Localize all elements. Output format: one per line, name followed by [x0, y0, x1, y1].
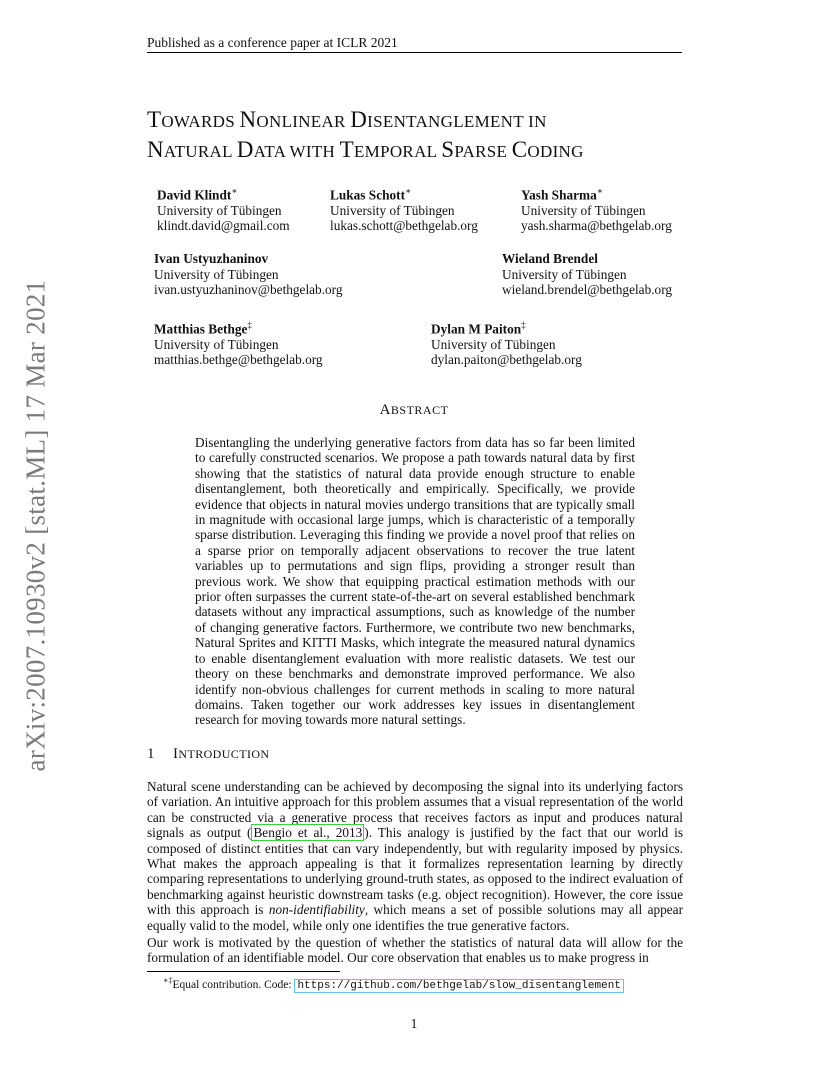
author-affiliation: University of Tübingen [521, 202, 646, 218]
author-affiliation: University of Tübingen [154, 336, 279, 352]
author-name: Yash Sharma [521, 187, 597, 203]
author-block: Dylan M Paiton‡ University of Tübingen dylan.paiton@bethgelab.org [431, 320, 582, 368]
author-email: lukas.schott@bethgelab.org [330, 218, 478, 234]
author-email: matthias.bethge@bethgelab.org [154, 352, 323, 368]
code-url-link[interactable]: https://github.com/bethgelab/slow_disentanglement [294, 979, 623, 993]
author-name: Matthias Bethge [154, 321, 248, 337]
author-block [502, 251, 672, 298]
author-email: wieland.brendel@bethgelab.org [502, 282, 673, 297]
author-block [154, 251, 343, 298]
author-affiliation: University of Tübingen [431, 336, 556, 352]
abstract-text: Disentangling the underlying generative factors from data has so far been limited to carefully constructed scenarios. We propose a path towards natural data by first showing that the statistics of natural data provide enough structure to enable disentanglement, both theoretically and empirically. Specifically, we provide evidence that objects in natural movies undergo transitions that are typically small in magnitude with occasional large jumps, which is characteristic of a temporally sparse distribution. Leveraging this finding we provide a novel proof that relies on a sparse prior on temporally adjacent observations to recover the true latent variables up to permutations and sign flips, providing a stronger result than previous work. We show that equipping practical estimation methods with our prior often surpasses the current state-of-the-art on several established benchmark datasets without any impractical assumptions, such as knowledge of the number of changing generative factors. Furthermore, we contribute two new benchmarks, Natural Sprites and KITTI Masks, which integrate the measured natural dynamics to enable disentanglement evaluation with more realistic datasets. We test our theory on these benchmarks and demonstrate improved performance. We also identify non-obvious challenges for current methods in scaling to more natural domains. Taken together our work addresses key issues in disentanglement research for moving towards more natural settings. [195, 435, 635, 728]
paper-title [147, 106, 707, 166]
author-block: Matthias Bethge‡ University of Tübingen matthias.bethge@bethgelab.org [154, 320, 323, 368]
author-affiliation: University of Tübingen [330, 202, 455, 218]
author-name: Wieland Brendel [502, 251, 598, 266]
section-number: 1 [147, 746, 155, 762]
author-name: Ivan Ustyuzhaninov [154, 251, 269, 266]
title-line-2: NATURAL DATA WITH TEMPORAL SPARSE CODING [147, 137, 584, 162]
arxiv-side-stamp [14, 278, 58, 773]
footnote: ∗‡Equal contribution. Code: https://github.com/bethgelab/slow_disentanglement [163, 976, 624, 992]
author-affiliation: University of Tübingen [502, 266, 627, 282]
author-name: Dylan M Paiton [431, 321, 522, 337]
author-email: dylan.paiton@bethgelab.org [431, 352, 582, 368]
author-block: Lukas Schott∗ University of Tübingen lukas.schott@bethgelab.org [330, 186, 478, 234]
author-email: ivan.ustyuzhaninov@bethgelab.org [154, 282, 343, 297]
header-rule [147, 52, 682, 53]
author-block: David Klindt∗ University of Tübingen klindt.david@gmail.com [157, 186, 290, 234]
section-heading: 1 INTRODUCTION [147, 746, 270, 762]
author-affiliation: University of Tübingen [157, 202, 282, 218]
author-block: Yash Sharma∗ University of Tübingen yash.sharma@bethgelab.org [521, 186, 672, 234]
author-name: Lukas Schott [330, 187, 406, 203]
author-affiliation: University of Tübingen [154, 266, 279, 282]
page-number: 1 [410, 1016, 418, 1031]
footnote-rule [147, 971, 340, 972]
intro-paragraph-2: Our work is motivated by the question of whether the statistics of natural data will allow for the formulation of an identifiable model. Our core observation that enables us to make progress in [147, 935, 683, 966]
author-email: klindt.david@gmail.com [157, 218, 290, 234]
author-name: David Klindt [157, 187, 232, 203]
abstract-heading: ABSTRACT [379, 402, 449, 418]
citation-link[interactable]: Bengio et al., 2013 [253, 825, 363, 841]
running-header: Published as a conference paper at ICLR 2021 [147, 35, 398, 50]
intro-paragraph-1: Natural scene understanding can be achieved by decomposing the signal into its underlying factors of variation. An intuitive approach for this problem assumes that a visual representation of the world can be constructed via a generative process that receives factors as input and produces natural signals as output ( Bengio et al., 2013 ). This analogy is justified by the fact that our world is composed of distinct entities that can vary independently, but with regularity imposed by physics. What makes the approach appealing is that it formalizes representation learning by directly comparing representations to underlying ground-truth states, as opposed to the indirect evaluation of benchmarking against heuristic downstream tasks (e.g. object recognition). However, the core issue with this approach is non-identifiability, which means a set of possible solutions may all appear equally valid to the model, while only one identifies the true generative factors. [147, 779, 684, 933]
author-email: yash.sharma@bethgelab.org [521, 218, 672, 234]
arxiv-identifier: arXiv:2007.10930v2 [stat.ML] 17 Mar 2021 [20, 279, 51, 772]
title-line-1: TOWARDS NONLINEAR DISENTANGLEMENT IN [147, 107, 547, 132]
